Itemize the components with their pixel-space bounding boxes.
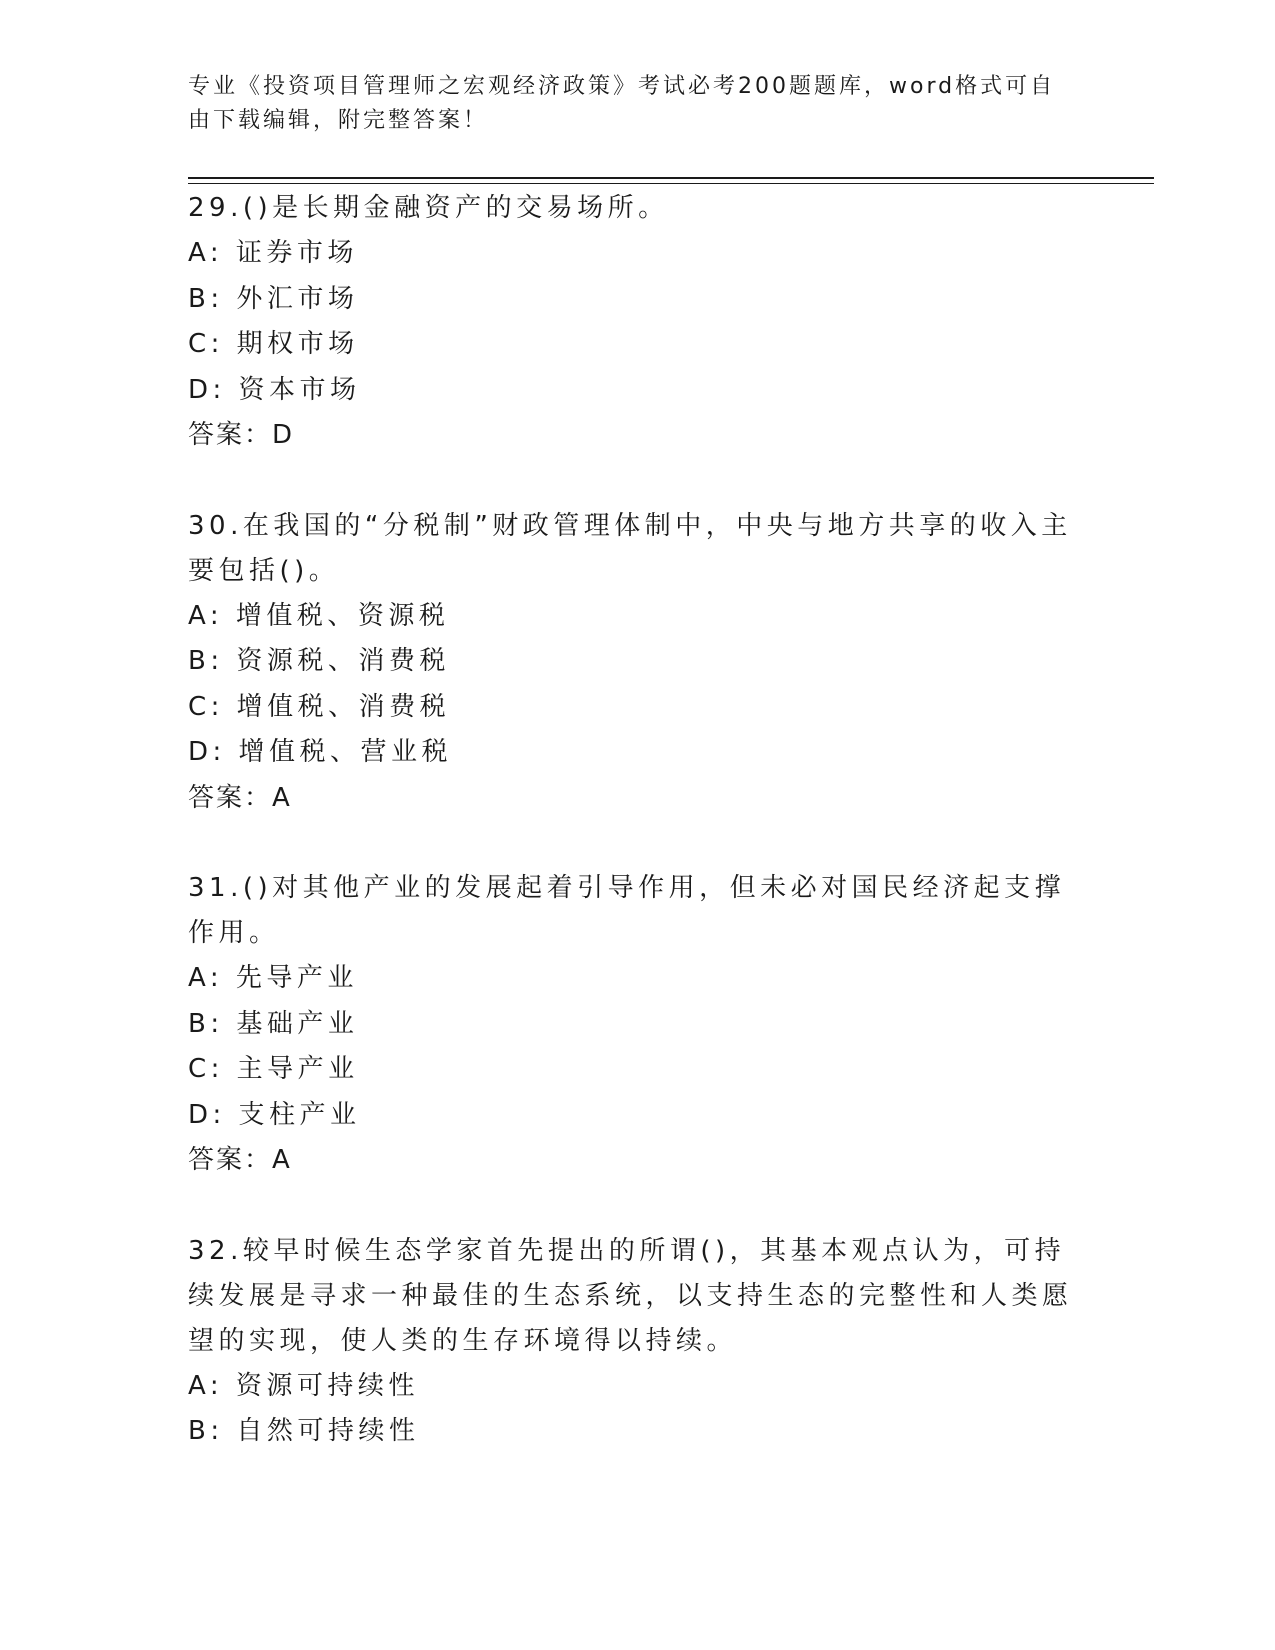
option-c: C: 主导产业 bbox=[188, 1054, 359, 1084]
answer: 答案：D bbox=[188, 420, 295, 450]
option-d: D: 支柱产业 bbox=[188, 1099, 361, 1130]
option-a: A: 先导产业 bbox=[188, 963, 358, 993]
question-stem: 29.()是长期金融资产的交易场所。 bbox=[188, 193, 669, 223]
document-header: 专业《投资项目管理师之宏观经济政策》考试必考200题题库，word格式可自由下载编辑，附完整答案！ bbox=[188, 74, 1056, 133]
option-c: C: 期权市场 bbox=[188, 329, 359, 359]
question-stem: 31.()对其他产业的发展起着引导作用，但未必对国民经济起支撑作用。 bbox=[188, 873, 1066, 948]
question-list bbox=[188, 186, 1088, 1500]
option-b: B: 外汇市场 bbox=[188, 283, 359, 314]
option-b: B: 基础产业 bbox=[188, 1008, 359, 1039]
option-b: B: 资源税、消费税 bbox=[188, 646, 450, 676]
option-c: C: 增值税、消费税 bbox=[188, 691, 451, 722]
question-stem: 32.较早时候生态学家首先提出的所谓()，其基本观点认为，可持续发展是寻求一种最佳的生态系统，以支持生态的完整性和人类愿望的实现，使人类的生存环境得以持续。 bbox=[188, 1235, 1073, 1356]
option-a: A: 证券市场 bbox=[188, 238, 358, 268]
question-29 bbox=[188, 186, 1088, 459]
question-32 bbox=[188, 1229, 1088, 1455]
question-31 bbox=[188, 866, 1088, 1184]
header-divider-thick bbox=[188, 177, 1154, 179]
question-stem: 30.在我国的“分税制”财政管理体制中，中央与地方共享的收入主要包括()。 bbox=[188, 510, 1072, 586]
option-d: D: 资本市场 bbox=[188, 374, 361, 405]
option-d: D: 增值税、营业税 bbox=[188, 737, 453, 767]
option-b: B: 自然可持续性 bbox=[188, 1416, 420, 1446]
option-a: A: 增值税、资源税 bbox=[188, 600, 450, 631]
answer: 答案：A bbox=[188, 782, 292, 813]
question-30 bbox=[188, 504, 1088, 822]
answer: 答案：A bbox=[188, 1145, 292, 1175]
header-divider-thin bbox=[188, 183, 1154, 184]
option-a: A: 资源可持续性 bbox=[188, 1370, 419, 1401]
